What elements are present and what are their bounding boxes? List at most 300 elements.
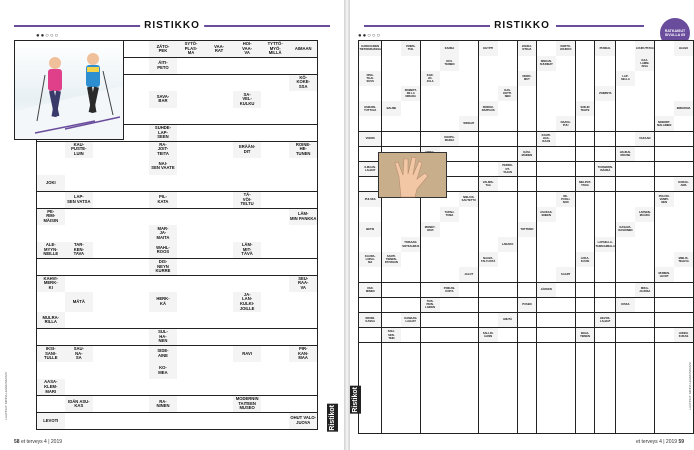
answer-cell[interactable] bbox=[655, 56, 674, 71]
answer-cell[interactable] bbox=[635, 86, 654, 101]
answer-cell[interactable] bbox=[121, 242, 149, 258]
answer-cell[interactable] bbox=[556, 418, 575, 433]
answer-cell[interactable] bbox=[655, 313, 674, 328]
answer-cell[interactable] bbox=[576, 86, 595, 101]
answer-cell[interactable] bbox=[635, 373, 654, 388]
answer-cell[interactable] bbox=[177, 125, 205, 141]
answer-cell[interactable] bbox=[440, 373, 459, 388]
answer-cell[interactable] bbox=[576, 192, 595, 207]
answer-cell[interactable] bbox=[537, 71, 556, 86]
answer-cell[interactable] bbox=[440, 418, 459, 433]
answer-cell[interactable] bbox=[233, 125, 261, 141]
answer-cell[interactable] bbox=[556, 328, 575, 343]
answer-cell[interactable] bbox=[518, 192, 537, 207]
answer-cell[interactable] bbox=[401, 373, 420, 388]
answer-cell[interactable] bbox=[556, 222, 575, 237]
answer-cell[interactable] bbox=[616, 388, 635, 403]
answer-cell[interactable] bbox=[459, 373, 478, 388]
answer-cell[interactable] bbox=[177, 259, 205, 275]
answer-cell[interactable] bbox=[518, 56, 537, 71]
answer-cell[interactable] bbox=[261, 142, 289, 158]
answer-cell[interactable] bbox=[595, 101, 616, 116]
answer-cell[interactable] bbox=[93, 329, 121, 345]
answer-cell[interactable] bbox=[261, 242, 289, 258]
answer-cell[interactable] bbox=[289, 329, 317, 345]
answer-cell[interactable] bbox=[421, 56, 440, 71]
answer-cell[interactable] bbox=[37, 142, 65, 158]
answer-cell[interactable] bbox=[537, 237, 556, 252]
answer-cell[interactable] bbox=[518, 252, 537, 267]
answer-cell[interactable] bbox=[233, 362, 261, 378]
answer-cell[interactable] bbox=[674, 71, 693, 86]
answer-cell[interactable] bbox=[518, 132, 537, 147]
answer-cell[interactable] bbox=[518, 343, 537, 358]
answer-cell[interactable] bbox=[556, 313, 575, 328]
answer-cell[interactable] bbox=[289, 362, 317, 378]
answer-cell[interactable] bbox=[121, 259, 149, 275]
answer-cell[interactable] bbox=[289, 91, 317, 107]
answer-cell[interactable] bbox=[576, 56, 595, 71]
answer-cell[interactable] bbox=[616, 162, 635, 177]
answer-cell[interactable] bbox=[595, 177, 616, 192]
answer-cell[interactable] bbox=[576, 237, 595, 252]
answer-cell[interactable] bbox=[479, 132, 498, 147]
answer-cell[interactable] bbox=[498, 177, 517, 192]
answer-cell[interactable] bbox=[382, 403, 401, 418]
answer-cell[interactable] bbox=[479, 162, 498, 177]
answer-cell[interactable] bbox=[595, 132, 616, 147]
answer-cell[interactable] bbox=[261, 108, 289, 124]
answer-cell[interactable] bbox=[261, 379, 289, 395]
answer-cell[interactable] bbox=[177, 209, 205, 225]
answer-cell[interactable] bbox=[121, 396, 149, 412]
answer-cell[interactable] bbox=[382, 116, 401, 131]
answer-cell[interactable] bbox=[498, 283, 517, 298]
answer-cell[interactable] bbox=[440, 252, 459, 267]
answer-cell[interactable] bbox=[177, 329, 205, 345]
answer-cell[interactable] bbox=[382, 358, 401, 373]
answer-cell[interactable] bbox=[576, 222, 595, 237]
answer-cell[interactable] bbox=[149, 108, 177, 124]
answer-cell[interactable] bbox=[537, 373, 556, 388]
answer-cell[interactable] bbox=[635, 418, 654, 433]
answer-cell[interactable] bbox=[518, 267, 537, 282]
answer-cell[interactable] bbox=[556, 237, 575, 252]
answer-cell[interactable] bbox=[616, 267, 635, 282]
answer-cell[interactable] bbox=[205, 142, 233, 158]
answer-cell[interactable] bbox=[537, 388, 556, 403]
answer-cell[interactable] bbox=[556, 71, 575, 86]
answer-cell[interactable] bbox=[537, 116, 556, 131]
answer-cell[interactable] bbox=[498, 403, 517, 418]
answer-cell[interactable] bbox=[440, 388, 459, 403]
answer-cell[interactable] bbox=[635, 177, 654, 192]
answer-cell[interactable] bbox=[65, 209, 93, 225]
answer-cell[interactable] bbox=[121, 292, 149, 311]
answer-cell[interactable] bbox=[655, 86, 674, 101]
answer-cell[interactable] bbox=[635, 71, 654, 86]
answer-cell[interactable] bbox=[459, 358, 478, 373]
answer-cell[interactable] bbox=[655, 41, 674, 56]
answer-cell[interactable] bbox=[261, 158, 289, 174]
answer-cell[interactable] bbox=[401, 252, 420, 267]
answer-cell[interactable] bbox=[289, 58, 317, 74]
answer-cell[interactable] bbox=[382, 418, 401, 433]
answer-cell[interactable] bbox=[289, 396, 317, 412]
answer-cell[interactable] bbox=[261, 329, 289, 345]
answer-cell[interactable] bbox=[635, 358, 654, 373]
answer-cell[interactable] bbox=[459, 252, 478, 267]
answer-cell[interactable] bbox=[382, 313, 401, 328]
answer-cell[interactable] bbox=[518, 207, 537, 222]
answer-cell[interactable] bbox=[498, 132, 517, 147]
answer-cell[interactable] bbox=[421, 132, 440, 147]
answer-cell[interactable] bbox=[177, 75, 205, 91]
answer-cell[interactable] bbox=[65, 276, 93, 292]
answer-cell[interactable] bbox=[421, 418, 440, 433]
answer-cell[interactable] bbox=[205, 225, 233, 241]
answer-cell[interactable] bbox=[479, 298, 498, 313]
answer-cell[interactable] bbox=[149, 175, 177, 191]
answer-cell[interactable] bbox=[421, 403, 440, 418]
answer-cell[interactable] bbox=[177, 362, 205, 378]
answer-cell[interactable] bbox=[177, 175, 205, 191]
answer-cell[interactable] bbox=[177, 242, 205, 258]
answer-cell[interactable] bbox=[233, 75, 261, 91]
answer-cell[interactable] bbox=[205, 413, 233, 429]
answer-cell[interactable] bbox=[655, 388, 674, 403]
answer-cell[interactable] bbox=[616, 328, 635, 343]
answer-cell[interactable] bbox=[359, 298, 381, 313]
answer-cell[interactable] bbox=[121, 75, 149, 91]
answer-cell[interactable] bbox=[518, 388, 537, 403]
answer-cell[interactable] bbox=[382, 71, 401, 86]
answer-cell[interactable] bbox=[459, 207, 478, 222]
answer-cell[interactable] bbox=[674, 86, 693, 101]
answer-cell[interactable] bbox=[121, 209, 149, 225]
answer-cell[interactable] bbox=[518, 162, 537, 177]
answer-cell[interactable] bbox=[674, 418, 693, 433]
answer-cell[interactable] bbox=[233, 158, 261, 174]
answer-cell[interactable] bbox=[498, 116, 517, 131]
answer-cell[interactable] bbox=[233, 225, 261, 241]
answer-cell[interactable] bbox=[616, 403, 635, 418]
answer-cell[interactable] bbox=[121, 175, 149, 191]
answer-cell[interactable] bbox=[595, 267, 616, 282]
answer-cell[interactable] bbox=[459, 41, 478, 56]
answer-cell[interactable] bbox=[459, 283, 478, 298]
answer-cell[interactable] bbox=[65, 312, 93, 328]
answer-cell[interactable] bbox=[635, 343, 654, 358]
answer-cell[interactable] bbox=[382, 207, 401, 222]
answer-cell[interactable] bbox=[421, 101, 440, 116]
answer-cell[interactable] bbox=[205, 192, 233, 208]
answer-cell[interactable] bbox=[205, 158, 233, 174]
answer-cell[interactable] bbox=[576, 283, 595, 298]
answer-cell[interactable] bbox=[121, 329, 149, 345]
answer-cell[interactable] bbox=[289, 379, 317, 395]
answer-cell[interactable] bbox=[556, 403, 575, 418]
answer-cell[interactable] bbox=[121, 379, 149, 395]
answer-cell[interactable] bbox=[595, 298, 616, 313]
answer-cell[interactable] bbox=[595, 373, 616, 388]
answer-cell[interactable] bbox=[359, 267, 381, 282]
answer-cell[interactable] bbox=[121, 192, 149, 208]
answer-cell[interactable] bbox=[616, 252, 635, 267]
answer-cell[interactable] bbox=[479, 237, 498, 252]
answer-cell[interactable] bbox=[401, 71, 420, 86]
answer-cell[interactable] bbox=[205, 396, 233, 412]
answer-cell[interactable] bbox=[479, 71, 498, 86]
answer-cell[interactable] bbox=[289, 108, 317, 124]
answer-cell[interactable] bbox=[382, 41, 401, 56]
answer-cell[interactable] bbox=[382, 298, 401, 313]
answer-cell[interactable] bbox=[440, 328, 459, 343]
answer-cell[interactable] bbox=[382, 132, 401, 147]
answer-cell[interactable] bbox=[421, 86, 440, 101]
answer-cell[interactable] bbox=[518, 237, 537, 252]
answer-cell[interactable] bbox=[655, 207, 674, 222]
answer-cell[interactable] bbox=[674, 283, 693, 298]
answer-cell[interactable] bbox=[440, 298, 459, 313]
answer-cell[interactable] bbox=[233, 329, 261, 345]
answer-cell[interactable] bbox=[537, 177, 556, 192]
answer-cell[interactable] bbox=[261, 75, 289, 91]
answer-cell[interactable] bbox=[37, 396, 65, 412]
answer-cell[interactable] bbox=[616, 373, 635, 388]
answer-cell[interactable] bbox=[359, 207, 381, 222]
answer-cell[interactable] bbox=[401, 267, 420, 282]
answer-cell[interactable] bbox=[576, 373, 595, 388]
answer-cell[interactable] bbox=[382, 388, 401, 403]
answer-cell[interactable] bbox=[537, 192, 556, 207]
answer-cell[interactable] bbox=[459, 237, 478, 252]
answer-cell[interactable] bbox=[65, 329, 93, 345]
answer-cell[interactable] bbox=[537, 358, 556, 373]
answer-cell[interactable] bbox=[261, 209, 289, 225]
answer-cell[interactable] bbox=[655, 283, 674, 298]
answer-cell[interactable] bbox=[421, 328, 440, 343]
answer-cell[interactable] bbox=[576, 343, 595, 358]
answer-cell[interactable] bbox=[121, 142, 149, 158]
answer-cell[interactable] bbox=[382, 343, 401, 358]
answer-cell[interactable] bbox=[93, 379, 121, 395]
answer-cell[interactable] bbox=[556, 388, 575, 403]
answer-cell[interactable] bbox=[655, 237, 674, 252]
answer-cell[interactable] bbox=[205, 276, 233, 292]
answer-cell[interactable] bbox=[205, 379, 233, 395]
answer-cell[interactable] bbox=[205, 91, 233, 107]
answer-cell[interactable] bbox=[635, 252, 654, 267]
answer-cell[interactable] bbox=[655, 418, 674, 433]
answer-cell[interactable] bbox=[595, 207, 616, 222]
answer-cell[interactable] bbox=[556, 343, 575, 358]
answer-cell[interactable] bbox=[65, 158, 93, 174]
answer-cell[interactable] bbox=[93, 209, 121, 225]
answer-cell[interactable] bbox=[121, 312, 149, 328]
answer-cell[interactable] bbox=[149, 75, 177, 91]
answer-cell[interactable] bbox=[65, 175, 93, 191]
answer-cell[interactable] bbox=[359, 418, 381, 433]
answer-cell[interactable] bbox=[205, 125, 233, 141]
answer-cell[interactable] bbox=[401, 358, 420, 373]
answer-cell[interactable] bbox=[498, 207, 517, 222]
answer-cell[interactable] bbox=[289, 242, 317, 258]
answer-cell[interactable] bbox=[537, 403, 556, 418]
answer-cell[interactable] bbox=[121, 158, 149, 174]
answer-cell[interactable] bbox=[401, 56, 420, 71]
answer-cell[interactable] bbox=[177, 312, 205, 328]
answer-cell[interactable] bbox=[655, 71, 674, 86]
answer-cell[interactable] bbox=[595, 116, 616, 131]
answer-cell[interactable] bbox=[635, 267, 654, 282]
answer-cell[interactable] bbox=[37, 158, 65, 174]
answer-cell[interactable] bbox=[233, 58, 261, 74]
answer-cell[interactable] bbox=[498, 358, 517, 373]
answer-cell[interactable] bbox=[37, 292, 65, 311]
answer-cell[interactable] bbox=[440, 101, 459, 116]
answer-cell[interactable] bbox=[635, 328, 654, 343]
answer-cell[interactable] bbox=[261, 276, 289, 292]
answer-cell[interactable] bbox=[149, 276, 177, 292]
answer-cell[interactable] bbox=[121, 108, 149, 124]
answer-cell[interactable] bbox=[37, 362, 65, 378]
answer-cell[interactable] bbox=[382, 283, 401, 298]
answer-cell[interactable] bbox=[121, 362, 149, 378]
answer-cell[interactable] bbox=[440, 313, 459, 328]
answer-cell[interactable] bbox=[537, 343, 556, 358]
answer-cell[interactable] bbox=[205, 58, 233, 74]
answer-cell[interactable] bbox=[261, 58, 289, 74]
answer-cell[interactable] bbox=[37, 225, 65, 241]
answer-cell[interactable] bbox=[616, 101, 635, 116]
answer-cell[interactable] bbox=[595, 343, 616, 358]
answer-cell[interactable] bbox=[440, 358, 459, 373]
answer-cell[interactable] bbox=[616, 41, 635, 56]
answer-cell[interactable] bbox=[93, 413, 121, 429]
answer-cell[interactable] bbox=[121, 225, 149, 241]
answer-cell[interactable] bbox=[556, 358, 575, 373]
answer-cell[interactable] bbox=[177, 276, 205, 292]
answer-cell[interactable] bbox=[121, 125, 149, 141]
answer-cell[interactable] bbox=[576, 162, 595, 177]
answer-cell[interactable] bbox=[93, 396, 121, 412]
answer-cell[interactable] bbox=[576, 403, 595, 418]
answer-cell[interactable] bbox=[421, 237, 440, 252]
answer-cell[interactable] bbox=[595, 283, 616, 298]
answer-cell[interactable] bbox=[616, 237, 635, 252]
answer-cell[interactable] bbox=[289, 312, 317, 328]
answer-cell[interactable] bbox=[359, 116, 381, 131]
answer-cell[interactable] bbox=[233, 413, 261, 429]
answer-cell[interactable] bbox=[537, 298, 556, 313]
answer-cell[interactable] bbox=[479, 313, 498, 328]
answer-cell[interactable] bbox=[261, 259, 289, 275]
answer-cell[interactable] bbox=[479, 358, 498, 373]
answer-cell[interactable] bbox=[537, 86, 556, 101]
answer-cell[interactable] bbox=[359, 388, 381, 403]
answer-cell[interactable] bbox=[479, 116, 498, 131]
answer-cell[interactable] bbox=[537, 147, 556, 162]
answer-cell[interactable] bbox=[674, 237, 693, 252]
answer-cell[interactable] bbox=[537, 313, 556, 328]
answer-cell[interactable] bbox=[401, 403, 420, 418]
answer-cell[interactable] bbox=[459, 418, 478, 433]
answer-cell[interactable] bbox=[459, 388, 478, 403]
answer-cell[interactable] bbox=[359, 328, 381, 343]
answer-cell[interactable] bbox=[616, 86, 635, 101]
answer-cell[interactable] bbox=[655, 177, 674, 192]
answer-cell[interactable] bbox=[595, 328, 616, 343]
answer-cell[interactable] bbox=[479, 403, 498, 418]
answer-cell[interactable] bbox=[37, 329, 65, 345]
answer-cell[interactable] bbox=[459, 132, 478, 147]
answer-cell[interactable] bbox=[401, 343, 420, 358]
answer-cell[interactable] bbox=[177, 158, 205, 174]
answer-cell[interactable] bbox=[674, 267, 693, 282]
answer-cell[interactable] bbox=[479, 388, 498, 403]
answer-cell[interactable] bbox=[382, 373, 401, 388]
answer-cell[interactable] bbox=[289, 292, 317, 311]
answer-cell[interactable] bbox=[556, 162, 575, 177]
answer-cell[interactable] bbox=[65, 413, 93, 429]
answer-cell[interactable] bbox=[674, 116, 693, 131]
answer-cell[interactable] bbox=[498, 71, 517, 86]
answer-cell[interactable] bbox=[576, 313, 595, 328]
answer-cell[interactable] bbox=[635, 116, 654, 131]
answer-cell[interactable] bbox=[177, 396, 205, 412]
answer-cell[interactable] bbox=[576, 41, 595, 56]
answer-cell[interactable] bbox=[576, 418, 595, 433]
answer-cell[interactable] bbox=[459, 343, 478, 358]
answer-cell[interactable] bbox=[498, 222, 517, 237]
answer-cell[interactable] bbox=[576, 207, 595, 222]
answer-cell[interactable] bbox=[655, 162, 674, 177]
answer-cell[interactable] bbox=[498, 328, 517, 343]
answer-cell[interactable] bbox=[556, 373, 575, 388]
answer-cell[interactable] bbox=[479, 418, 498, 433]
answer-cell[interactable] bbox=[616, 418, 635, 433]
answer-cell[interactable] bbox=[655, 298, 674, 313]
answer-cell[interactable] bbox=[616, 132, 635, 147]
answer-cell[interactable] bbox=[595, 418, 616, 433]
answer-cell[interactable] bbox=[233, 108, 261, 124]
answer-cell[interactable] bbox=[616, 177, 635, 192]
answer-cell[interactable] bbox=[576, 147, 595, 162]
answer-cell[interactable] bbox=[401, 207, 420, 222]
answer-cell[interactable] bbox=[121, 276, 149, 292]
answer-cell[interactable] bbox=[655, 147, 674, 162]
answer-cell[interactable] bbox=[93, 259, 121, 275]
answer-cell[interactable] bbox=[459, 101, 478, 116]
answer-cell[interactable] bbox=[556, 207, 575, 222]
answer-cell[interactable] bbox=[177, 142, 205, 158]
answer-cell[interactable] bbox=[556, 298, 575, 313]
answer-cell[interactable] bbox=[616, 56, 635, 71]
answer-cell[interactable] bbox=[518, 283, 537, 298]
answer-cell[interactable] bbox=[421, 116, 440, 131]
answer-cell[interactable] bbox=[261, 346, 289, 362]
answer-cell[interactable] bbox=[459, 177, 478, 192]
answer-cell[interactable] bbox=[616, 358, 635, 373]
answer-cell[interactable] bbox=[401, 116, 420, 131]
answer-cell[interactable] bbox=[93, 158, 121, 174]
answer-cell[interactable] bbox=[498, 101, 517, 116]
answer-cell[interactable] bbox=[421, 388, 440, 403]
answer-cell[interactable] bbox=[205, 362, 233, 378]
answer-cell[interactable] bbox=[479, 56, 498, 71]
answer-cell[interactable] bbox=[537, 41, 556, 56]
